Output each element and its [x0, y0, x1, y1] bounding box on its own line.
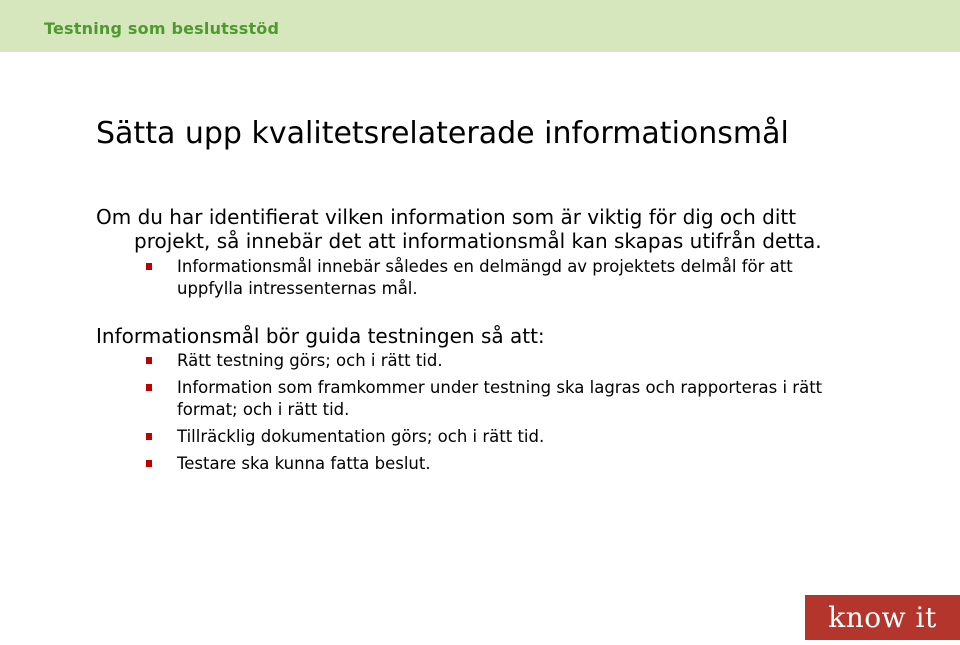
header-title: Testning som beslutsstöd — [44, 19, 280, 38]
bullet-list-2 — [96, 350, 856, 475]
bullet-square-icon — [146, 433, 152, 440]
paragraph-2: Informationsmål bör guida testningen så att: — [96, 324, 545, 348]
bullet-square-icon — [146, 357, 152, 364]
list-item — [96, 350, 856, 372]
list-item — [96, 426, 856, 448]
list-item-text: Information som framkommer under testning ska lagras och rapporteras i rätt format; och i rätt tid. — [177, 378, 823, 419]
bullet-square-icon — [146, 460, 152, 467]
list-item-text: Rätt testning görs; och i rätt tid. — [177, 351, 443, 370]
list-item — [96, 453, 856, 475]
bullet-square-icon — [146, 263, 152, 270]
list-item — [96, 377, 856, 421]
list-item-text: Tillräcklig dokumentation görs; och i rätt tid. — [177, 427, 545, 446]
list-item-text: Informationsmål innebär således en delmängd av projektets delmål för att uppfylla intressenternas mål. — [177, 257, 793, 298]
know-it-logo: know it — [805, 595, 960, 640]
bullet-list-1 — [96, 256, 856, 300]
paragraph-1: Om du har identifierat vilken information som är viktig för dig och ditt projekt, så innebär det att informationsmål kan skapas utifrån detta. — [96, 205, 822, 253]
bullet-square-icon — [146, 384, 152, 391]
slide-content — [96, 205, 856, 480]
slide-title: Sätta upp kvalitetsrelaterade informationsmål — [96, 116, 789, 151]
list-item — [96, 256, 856, 300]
list-item-text: Testare ska kunna fatta beslut. — [177, 454, 431, 473]
header-bar — [0, 0, 960, 52]
